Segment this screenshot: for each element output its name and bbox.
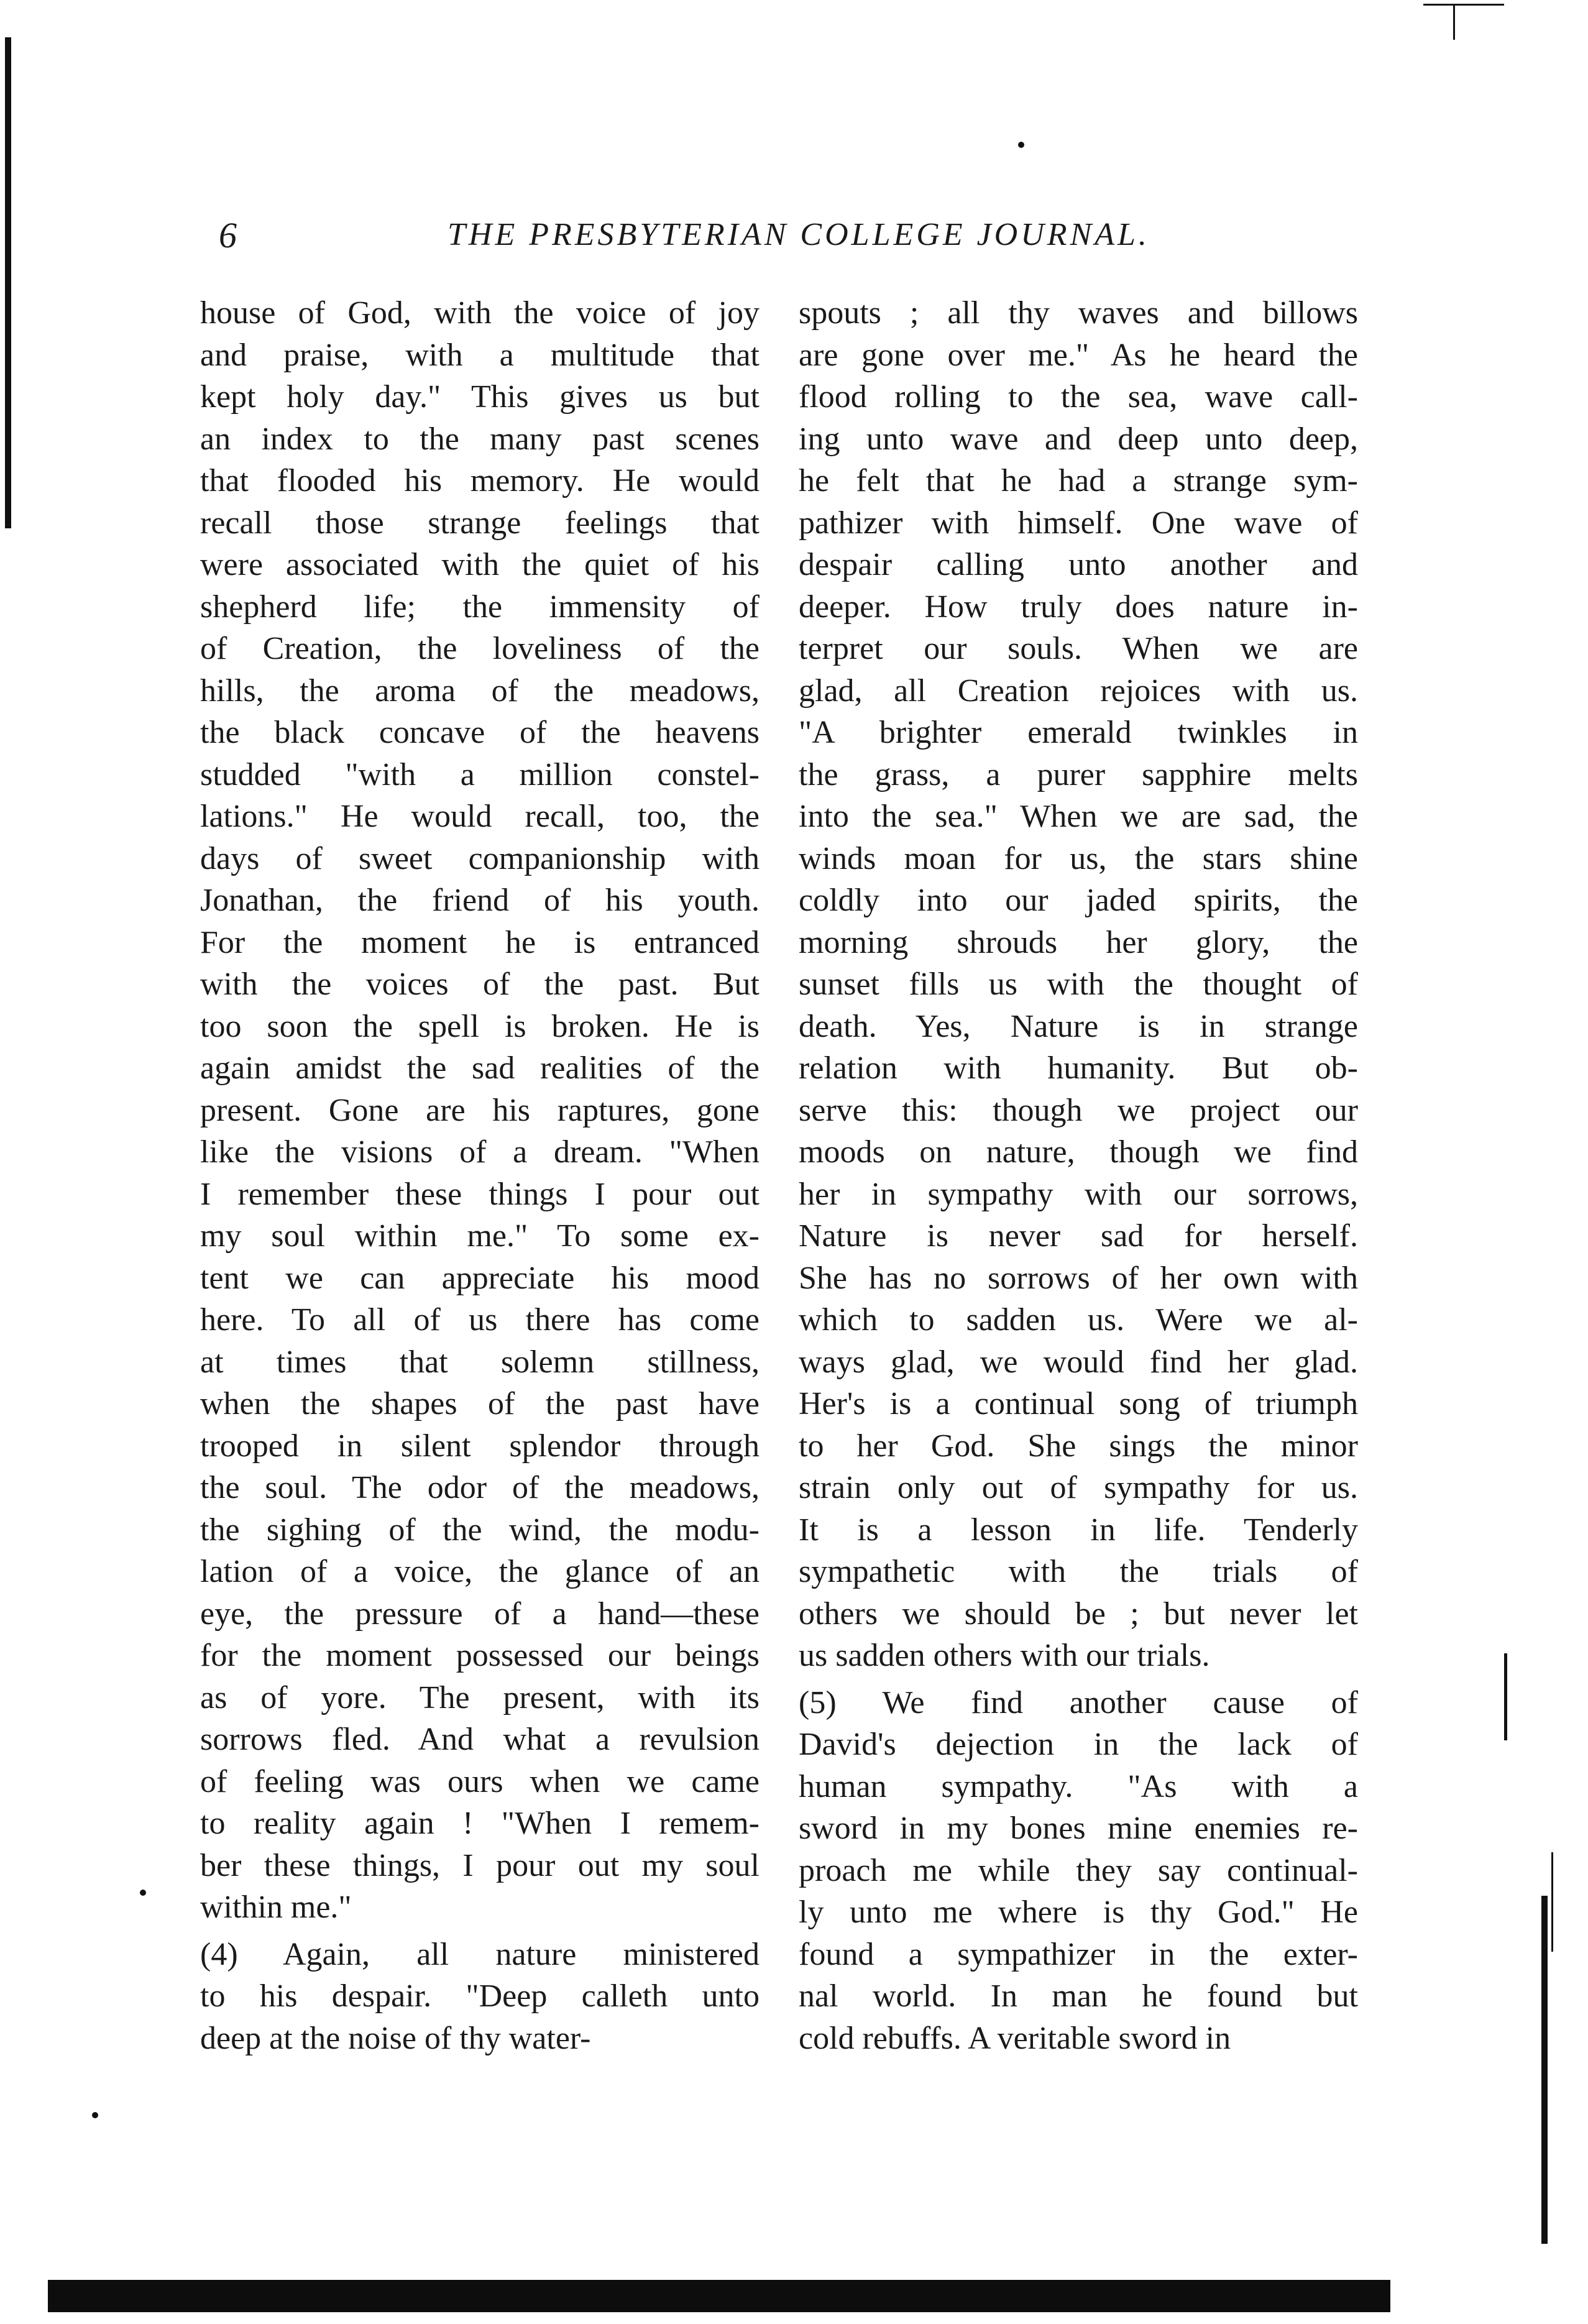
paragraph-2 — [200, 1934, 760, 2060]
scan-edge-mark — [1504, 1653, 1507, 1740]
text-line: the grass, a purer sapphire melts — [799, 756, 1358, 792]
text-line: into the sea." When we are sad, the — [799, 799, 1358, 834]
text-line: sorrows fled. And what a revulsion — [200, 1722, 760, 1757]
text-line: he felt that he had a strange sym- — [799, 463, 1358, 498]
text-line: of Creation, the loveliness of the — [200, 631, 760, 666]
text-line: days of sweet companionship with — [200, 840, 760, 876]
paragraph-1 — [799, 292, 1358, 1677]
scan-dot — [140, 1890, 146, 1896]
text-line: ly unto me where is thy God." He — [799, 1895, 1358, 1930]
text-line: like the visions of a dream. "When — [200, 1134, 760, 1170]
text-line: shepherd life; the immensity of — [200, 589, 760, 625]
text-line: serve this: though we project our — [799, 1092, 1358, 1128]
text-line: tent we can appreciate his mood — [200, 1260, 760, 1296]
text-line: sunset fills us with the thought of — [799, 967, 1358, 1002]
text-line: morning shrouds her glory, the — [799, 924, 1358, 960]
text-line: kept holy day." This gives us but — [200, 379, 760, 415]
text-line: coldly into our jaded spirits, the — [799, 883, 1358, 918]
text-line: human sympathy. "As with a — [799, 1768, 1358, 1804]
text-line: here. To all of us there has come — [200, 1302, 760, 1338]
text-line: within me." — [200, 1890, 352, 1925]
scan-corner-mark — [1423, 4, 1504, 6]
text-line: "A brighter emerald twinkles in — [799, 715, 1358, 750]
text-line: her in sympathy with our sorrows, — [799, 1176, 1358, 1212]
scan-margin-line — [5, 37, 11, 528]
scan-edge-mark — [1541, 1896, 1548, 2244]
text-line: Nature is never sad for herself. — [799, 1218, 1358, 1254]
text-line: which to sadden us. Were we al- — [799, 1302, 1358, 1338]
text-line: Jonathan, the friend of his youth. — [200, 883, 760, 918]
text-line: the black concave of the heavens — [200, 715, 760, 750]
text-line: David's dejection in the lack of — [799, 1727, 1358, 1762]
text-line: to his despair. "Deep calleth unto — [200, 1978, 760, 2014]
text-line: that flooded his memory. He would — [200, 463, 760, 498]
text-line: spouts ; all thy waves and billows — [799, 295, 1358, 331]
text-line: (5) We find another cause of — [799, 1684, 1358, 1720]
text-line: lation of a voice, the glance of an — [200, 1554, 760, 1589]
text-line: ing unto wave and deep unto deep, — [799, 421, 1358, 457]
paragraph-2 — [799, 1682, 1358, 2060]
text-line: despair calling unto another and — [799, 547, 1358, 582]
text-line: flood rolling to the sea, wave call- — [799, 379, 1358, 415]
scan-dot — [1018, 142, 1024, 148]
text-line: hills, the aroma of the meadows, — [200, 673, 760, 709]
text-line: others we should be ; but never let — [799, 1596, 1358, 1632]
text-line: my soul within me." To some ex- — [200, 1218, 760, 1254]
text-line: glad, all Creation rejoices with us. — [799, 673, 1358, 709]
text-line: I remember these things I pour out — [200, 1176, 760, 1212]
text-line: sympathetic with the trials of — [799, 1554, 1358, 1589]
text-line: ways glad, we would find her glad. — [799, 1344, 1358, 1380]
text-line: relation with humanity. But ob- — [799, 1050, 1358, 1086]
text-line: deep at the noise of thy water- — [200, 2020, 591, 2056]
text-line: to her God. She sings the minor — [799, 1428, 1358, 1464]
text-line: deeper. How truly does nature in- — [799, 589, 1358, 625]
text-line: pathizer with himself. One wave of — [799, 505, 1358, 541]
text-line: with the voices of the past. But — [200, 967, 760, 1002]
text-line: nal world. In man he found but — [799, 1978, 1358, 2014]
text-line: winds moan for us, the stars shine — [799, 840, 1358, 876]
text-line: proach me while they say continual- — [799, 1852, 1358, 1888]
text-line: For the moment he is entranced — [200, 924, 760, 960]
running-head: THE PRESBYTERIAN COLLEGE JOURNAL. — [447, 217, 1150, 252]
text-line: when the shapes of the past have — [200, 1386, 760, 1421]
text-line: moods on nature, though we find — [799, 1134, 1358, 1170]
text-line: sword in my bones mine enemies re- — [799, 1811, 1358, 1846]
text-line: and praise, with a multitude that — [200, 337, 760, 373]
text-line: present. Gone are his raptures, gone — [200, 1092, 760, 1128]
text-line: as of yore. The present, with its — [200, 1679, 760, 1715]
text-line: lations." He would recall, too, the — [200, 799, 760, 834]
paragraph-1 — [200, 292, 760, 1929]
bottom-scan-bar — [48, 2280, 1390, 2312]
scan-dot — [92, 2112, 98, 2118]
text-line: to reality again ! "When I remem- — [200, 1806, 760, 1841]
text-line: strain only out of sympathy for us. — [799, 1470, 1358, 1505]
text-line: too soon the spell is broken. He is — [200, 1008, 760, 1044]
text-line: the soul. The odor of the meadows, — [200, 1470, 760, 1505]
text-line: Her's is a continual song of triumph — [799, 1386, 1358, 1421]
right-column — [799, 292, 1358, 2059]
text-line: eye, the pressure of a hand—these — [200, 1596, 760, 1632]
text-line: an index to the many past scenes — [200, 421, 760, 457]
text-line: It is a lesson in life. Tenderly — [799, 1512, 1358, 1548]
text-line: trooped in silent splendor through — [200, 1428, 760, 1464]
text-line: terpret our souls. When we are — [799, 631, 1358, 666]
text-line: the sighing of the wind, the modu- — [200, 1512, 760, 1548]
text-line: (4) Again, all nature ministered — [200, 1936, 760, 1972]
text-line: recall those strange feelings that — [200, 505, 760, 541]
text-line: were associated with the quiet of his — [200, 547, 760, 582]
scan-corner-tick — [1453, 4, 1455, 40]
text-line: ber these things, I pour out my soul — [200, 1847, 760, 1883]
text-line: studded "with a million constel- — [200, 756, 760, 792]
text-line: are gone over me." As he heard the — [799, 337, 1358, 373]
text-line: cold rebuffs. A veritable sword in — [799, 2020, 1231, 2056]
text-line: for the moment possessed our beings — [200, 1638, 760, 1673]
text-line: us sadden others with our trials. — [799, 1638, 1210, 1673]
page-number: 6 — [219, 215, 237, 255]
text-line: She has no sorrows of her own with — [799, 1260, 1358, 1296]
scan-edge-mark — [1551, 1852, 1553, 1952]
text-line: of feeling was ours when we came — [200, 1763, 760, 1799]
text-line: house of God, with the voice of joy — [200, 295, 760, 331]
text-line: again amidst the sad realities of the — [200, 1050, 760, 1086]
left-column — [200, 292, 760, 2059]
text-line: found a sympathizer in the exter- — [799, 1936, 1358, 1972]
text-line: death. Yes, Nature is in strange — [799, 1008, 1358, 1044]
text-line: at times that solemn stillness, — [200, 1344, 760, 1380]
